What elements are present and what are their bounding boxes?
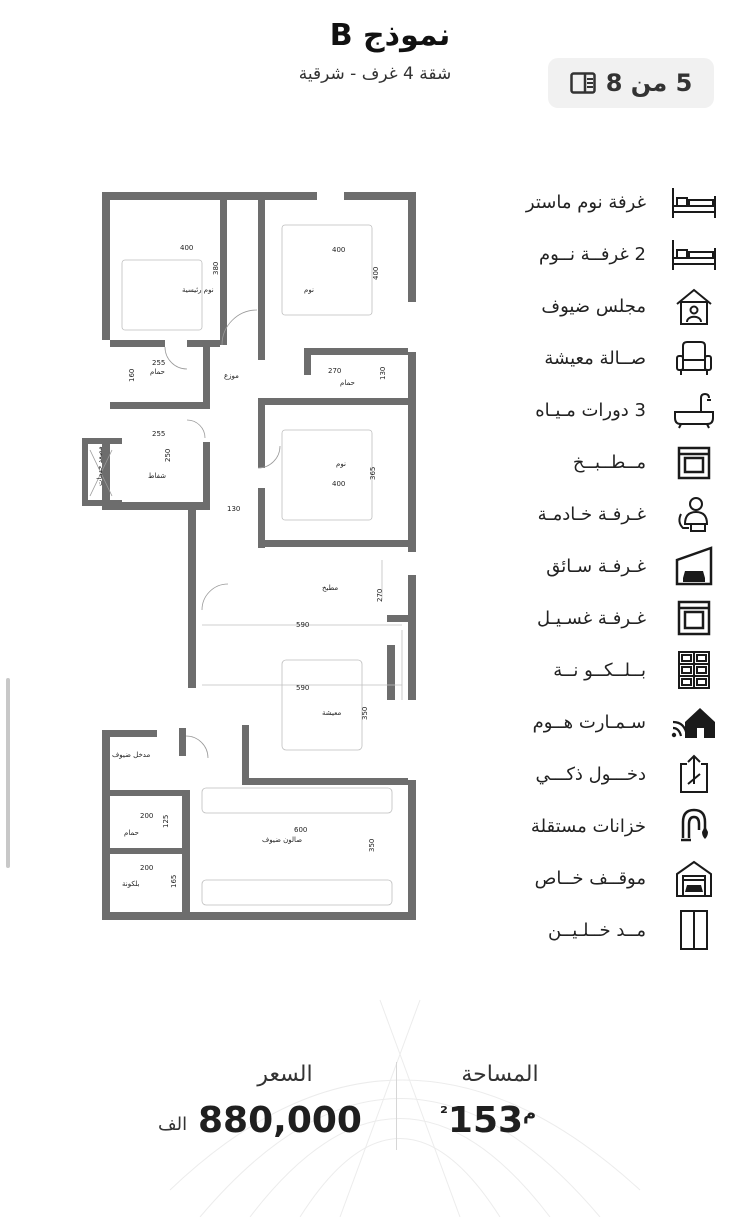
dim-text: 270 bbox=[376, 588, 384, 602]
dim-text: 125 bbox=[162, 814, 170, 828]
room-label: مصعد خدمات bbox=[96, 446, 104, 486]
room-label: حمام bbox=[340, 379, 355, 387]
feature-item bbox=[470, 544, 720, 588]
area-label: المساحة bbox=[461, 1062, 539, 1087]
area-number: 153 bbox=[447, 1100, 524, 1141]
feature-item bbox=[470, 180, 720, 224]
dim-text: 350 bbox=[361, 706, 369, 720]
room-label: بلكونة bbox=[122, 880, 140, 888]
bed-icon bbox=[668, 182, 720, 222]
feature-item bbox=[470, 336, 720, 380]
dim-text: 255 bbox=[152, 359, 166, 367]
feature-label: سـمـارت هــوم bbox=[532, 711, 646, 733]
dim-text: 400 bbox=[180, 244, 194, 252]
feature-label: 3 دورات مـيـاه bbox=[535, 399, 646, 421]
guest-house-icon bbox=[668, 286, 720, 326]
bathtub-icon bbox=[668, 390, 720, 430]
feature-item bbox=[470, 804, 720, 848]
window-icon bbox=[668, 650, 720, 690]
feature-label: مــطــبــخ bbox=[572, 451, 646, 473]
dim-text: 200 bbox=[140, 864, 154, 872]
feature-item bbox=[470, 752, 720, 796]
dim-text: 590 bbox=[296, 684, 310, 692]
feature-label: صــالة معيشة bbox=[544, 347, 646, 369]
feature-label: دخـــول ذكـــي bbox=[535, 763, 646, 785]
tank-icon bbox=[668, 806, 720, 846]
smart-entry-icon bbox=[668, 754, 720, 794]
dim-text: 165 bbox=[170, 874, 178, 888]
feature-item bbox=[470, 648, 720, 692]
price-unit: الف bbox=[158, 1114, 188, 1135]
feature-item bbox=[470, 596, 720, 640]
dim-text: 380 bbox=[212, 261, 220, 275]
armchair-icon bbox=[668, 338, 720, 378]
washer-icon bbox=[668, 598, 720, 638]
feature-label: مجلس ضيوف bbox=[541, 295, 646, 317]
dim-text: 600 bbox=[294, 826, 308, 834]
room-label: معيشة bbox=[322, 709, 342, 717]
feature-label: موقــف خــاص bbox=[534, 867, 646, 889]
feature-item bbox=[470, 440, 720, 484]
two-entrances-icon bbox=[668, 910, 720, 950]
room-label: حمام bbox=[150, 368, 165, 376]
dim-text: 130 bbox=[379, 366, 387, 380]
stove-icon bbox=[668, 442, 720, 482]
feature-item bbox=[470, 856, 720, 900]
smart-home-icon bbox=[668, 702, 720, 742]
gallery-counter-button[interactable] bbox=[548, 58, 714, 108]
model-subtitle: شقة 4 غرف - شرقية bbox=[298, 64, 452, 84]
dim-text: 400 bbox=[372, 266, 380, 280]
bed-icon bbox=[668, 234, 720, 274]
garage-car-icon bbox=[668, 546, 720, 586]
area-unit: م² bbox=[440, 1103, 537, 1124]
dim-text: 270 bbox=[328, 367, 342, 375]
room-label: نوم bbox=[336, 460, 346, 468]
feature-label: غـرفـة غسـيـل bbox=[537, 607, 646, 629]
dim-text: 160 bbox=[128, 368, 136, 382]
feature-label: 2 غرفــة نــوم bbox=[538, 243, 646, 265]
feature-item bbox=[470, 492, 720, 536]
gallery-icon bbox=[570, 72, 596, 94]
feature-label: غـرفـة خـادمـة bbox=[537, 503, 646, 525]
feature-item bbox=[470, 388, 720, 432]
maid-icon bbox=[668, 494, 720, 534]
scrollbar[interactable] bbox=[6, 678, 10, 868]
parking-icon bbox=[668, 858, 720, 898]
feature-item bbox=[470, 284, 720, 328]
dim-text: 255 bbox=[152, 430, 166, 438]
feature-label: غـرفـة سـائق bbox=[546, 555, 646, 577]
gallery-counter-text: 5 من 8 bbox=[605, 69, 693, 97]
room-label: موزع bbox=[224, 372, 239, 380]
feature-label: بــلــكــو نــة bbox=[553, 659, 646, 681]
room-label: نوم رئيسية bbox=[182, 286, 214, 294]
feature-item bbox=[470, 232, 720, 276]
room-label: شفاط bbox=[148, 472, 167, 480]
background-pattern bbox=[0, 960, 750, 1217]
dim-text: 365 bbox=[369, 466, 377, 480]
dim-text: 200 bbox=[140, 812, 154, 820]
feature-label: غرفة نوم ماستر bbox=[525, 191, 646, 213]
room-label: نوم bbox=[304, 286, 314, 294]
room-label: مطبخ bbox=[322, 584, 339, 592]
dim-text: 400 bbox=[332, 480, 346, 488]
price-value: 880,000 bbox=[198, 1100, 362, 1141]
feature-label: مــد خــلـيــن bbox=[548, 919, 646, 941]
room-label: صالون ضيوف bbox=[262, 836, 303, 844]
feature-label: خزانات مستقلة bbox=[530, 815, 646, 837]
dim-text: 250 bbox=[164, 448, 172, 462]
dim-text: 590 bbox=[296, 621, 310, 629]
feature-item bbox=[470, 700, 720, 744]
floor-plan[interactable] bbox=[82, 180, 422, 930]
model-title: نموذج B bbox=[329, 18, 451, 53]
summary-divider bbox=[396, 1062, 397, 1150]
dim-text: 130 bbox=[227, 505, 241, 513]
feature-item bbox=[470, 908, 720, 952]
area-value bbox=[440, 1100, 536, 1141]
dim-text: 350 bbox=[368, 838, 376, 852]
room-label: حمام bbox=[124, 829, 139, 837]
dim-text: 400 bbox=[332, 246, 346, 254]
price-label: السعر bbox=[257, 1062, 313, 1087]
room-label: مدخل ضيوف bbox=[112, 751, 151, 759]
